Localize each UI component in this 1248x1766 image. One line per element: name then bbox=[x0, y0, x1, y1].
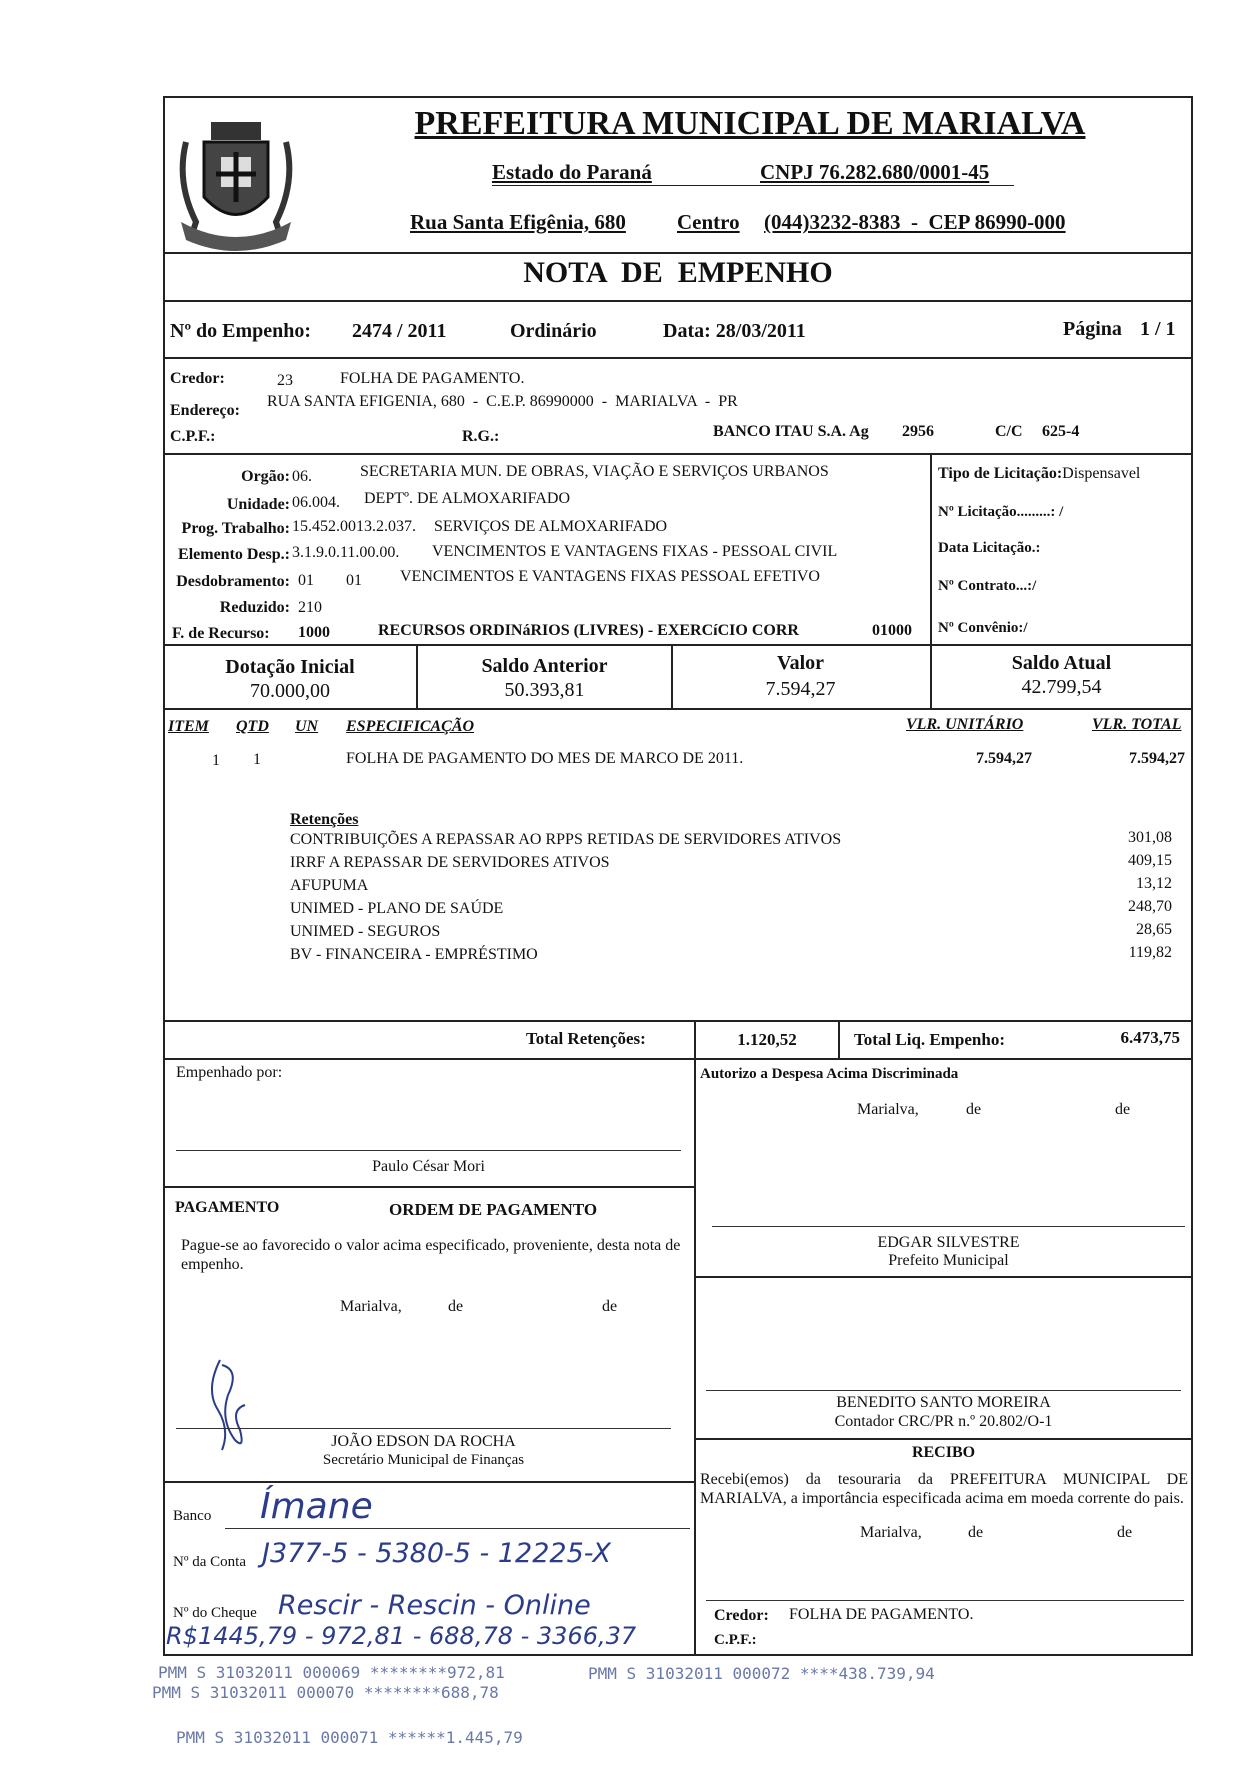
autorizo-title: Autorizo a Despesa Acima Discriminada bbox=[700, 1066, 959, 1082]
divider bbox=[163, 1481, 694, 1483]
empenhado-signer: Paulo César Mori bbox=[372, 1158, 485, 1175]
desd-value: VENCIMENTOS E VANTAGENS FIXAS PESSOAL EFETIVO bbox=[400, 568, 820, 585]
divider bbox=[163, 708, 1193, 710]
saldo-anterior-value: 50.393,81 bbox=[504, 679, 585, 701]
dotacao-value: 70.000,00 bbox=[250, 680, 330, 702]
divider bbox=[163, 453, 1193, 455]
desd-code2: 01 bbox=[346, 572, 362, 589]
signature-line bbox=[176, 1150, 681, 1151]
divider bbox=[694, 1276, 1193, 1278]
row-vlr-unit: 7.594,27 bbox=[976, 750, 1032, 767]
recibo-credor-value: FOLHA DE PAGAMENTO. bbox=[789, 1606, 974, 1623]
banco-value: Ímane bbox=[260, 1486, 373, 1527]
retencao-value-1: 301,08 bbox=[1128, 829, 1172, 846]
prefeito-name: EDGAR SILVESTRE bbox=[877, 1234, 1020, 1251]
header-district: Centro bbox=[677, 210, 740, 234]
endereco-label: Endereço: bbox=[170, 402, 240, 419]
licitacao-number: Nº Licitação.........: / bbox=[938, 504, 1064, 520]
divider bbox=[694, 1438, 1193, 1440]
field-line bbox=[225, 1528, 690, 1529]
retencao-label-4: UNIMED - PLANO DE SAÚDE bbox=[290, 900, 504, 917]
licitacao-date: Data Licitação.: bbox=[938, 540, 1041, 556]
doc-title: NOTA DE EMPENHO bbox=[523, 256, 833, 289]
signature-line bbox=[712, 1226, 1185, 1227]
empenho-label: Nº do Empenho: bbox=[170, 320, 312, 342]
total-retencoes-label: Total Retenções: bbox=[526, 1029, 646, 1048]
autorizo-de1: de bbox=[966, 1101, 982, 1118]
prog-code: 15.452.0013.2.037. bbox=[292, 518, 416, 535]
recibo-city: Marialva, bbox=[860, 1524, 922, 1541]
recibo-de1: de bbox=[968, 1524, 984, 1541]
empenho-number: 2474 / 2011 bbox=[352, 320, 447, 342]
elem-value: VENCIMENTOS E VANTAGENS FIXAS - PESSOAL CIVIL bbox=[432, 543, 838, 560]
header-phone-cep: (044)3232-8383 - CEP 86990-000 bbox=[764, 210, 1066, 234]
signature-line bbox=[706, 1600, 1184, 1601]
elem-label: Elemento Desp.: bbox=[178, 546, 290, 563]
divider bbox=[838, 1020, 840, 1058]
prog-value: SERVIÇOS DE ALMOXARIFADO bbox=[434, 518, 668, 535]
bank-agency: 2956 bbox=[902, 423, 934, 440]
recurso-label: F. de Recurso: bbox=[172, 625, 270, 642]
credor-name: FOLHA DE PAGAMENTO. bbox=[340, 370, 525, 387]
autorizo-de2: de bbox=[1115, 1101, 1131, 1118]
recurso-code2: 01000 bbox=[872, 622, 912, 639]
desd-code1: 01 bbox=[298, 572, 314, 589]
cc-label: C/C bbox=[995, 423, 1023, 440]
autorizo-city: Marialva, bbox=[857, 1101, 919, 1118]
retencao-label-3: AFUPUMA bbox=[290, 877, 369, 894]
pagamento-text: Pague-se ao favorecido o valor acima especificado, proveniente, desta nota de empenho. bbox=[181, 1237, 681, 1273]
recibo-title: RECIBO bbox=[911, 1444, 976, 1461]
desd-label: Desdobramento: bbox=[176, 573, 290, 590]
recurso-value: RECURSOS ORDINáRIOS (LIVRES) - EXERCíCIO CORR bbox=[378, 622, 799, 639]
rg-label: R.G.: bbox=[462, 428, 500, 445]
cc-value: 625-4 bbox=[1042, 423, 1080, 440]
recibo-de2: de bbox=[1117, 1524, 1133, 1541]
prog-label: Prog. Trabalho: bbox=[181, 520, 290, 537]
retencao-value-3: 13,12 bbox=[1136, 875, 1172, 892]
retencao-label-1: CONTRIBUIÇÕES A REPASSAR AO RPPS RETIDAS DE SERVIDORES ATIVOS bbox=[290, 831, 842, 848]
conta-value: J377-5 - 5380-5 - 12225-X bbox=[262, 1538, 612, 1569]
orgao-code: 06. bbox=[292, 468, 312, 485]
convenio-number: Nº Convênio:/ bbox=[938, 620, 1028, 636]
pagamento-city: Marialva, bbox=[340, 1298, 402, 1315]
recibo-credor-label: Credor: bbox=[714, 1607, 769, 1624]
unidade-code: 06.004. bbox=[292, 494, 340, 511]
tipo-licitacao-label: Tipo de Licitação:Dispensavel bbox=[938, 465, 1141, 482]
signature-line bbox=[706, 1390, 1181, 1391]
saldo-atual-label: Saldo Atual bbox=[1011, 652, 1112, 674]
divider bbox=[163, 1020, 1193, 1022]
divider bbox=[930, 453, 932, 644]
valor-label: Valor bbox=[776, 652, 825, 674]
retencao-value-5: 28,65 bbox=[1136, 921, 1172, 938]
pagamento-label: PAGAMENTO bbox=[175, 1199, 280, 1216]
valor-value: 7.594,27 bbox=[765, 678, 836, 700]
dotacao-label: Dotação Inicial bbox=[225, 656, 355, 678]
empenho-date: Data: 28/03/2011 bbox=[663, 320, 806, 342]
endereco-value: RUA SANTA EFIGENIA, 680 - C.E.P. 86990000 - MARIALVA - PR bbox=[267, 393, 738, 410]
total-liquido-value: 6.473,75 bbox=[1120, 1028, 1180, 1047]
secretario-role: Secretário Municipal de Finanças bbox=[322, 1452, 525, 1468]
secretario-name: JOÃO EDSON DA ROCHA bbox=[331, 1433, 516, 1450]
recurso-code: 1000 bbox=[298, 624, 330, 641]
signature-line bbox=[176, 1428, 671, 1429]
divider bbox=[163, 1058, 1193, 1060]
retencao-value-6: 119,82 bbox=[1128, 944, 1172, 961]
header-cnpj: CNPJ 76.282.680/0001-45 bbox=[760, 160, 990, 184]
cheque-amounts: R$1445,79 - 972,81 - 688,78 - 3366,37 bbox=[166, 1622, 637, 1650]
bank-name: BANCO ITAU S.A. Ag bbox=[713, 423, 869, 440]
coat-of-arms bbox=[166, 102, 306, 252]
stamp-072: PMM S 31032011 000072 ****438.739,94 bbox=[588, 1664, 935, 1683]
stamp-070: PMM S 31032011 000070 ********688,78 bbox=[152, 1683, 499, 1702]
contador-role: Contador CRC/PR n.º 20.802/O-1 bbox=[834, 1413, 1053, 1430]
divider bbox=[163, 644, 1193, 646]
retencao-value-4: 248,70 bbox=[1128, 898, 1172, 915]
divider bbox=[163, 252, 1193, 254]
reduzido-label: Reduzido: bbox=[219, 599, 290, 616]
orgao-label: Orgão: bbox=[241, 468, 290, 485]
recibo-cpf-label: C.P.F.: bbox=[714, 1632, 757, 1648]
row-spec: FOLHA DE PAGAMENTO DO MES DE MARCO DE 2011. bbox=[346, 750, 744, 767]
header-address: Rua Santa Efigênia, 680 bbox=[410, 210, 626, 234]
pagamento-de1: de bbox=[448, 1298, 464, 1315]
orgao-value: SECRETARIA MUN. DE OBRAS, VIAÇÃO E SERVIÇOS URBANOS bbox=[360, 463, 829, 480]
retencao-value-2: 409,15 bbox=[1128, 852, 1172, 869]
conta-label: Nº da Conta bbox=[173, 1554, 246, 1570]
col-qtd: QTD bbox=[236, 718, 269, 735]
recibo-text: Recebi(emos) da tesouraria da PREFEITURA MUNICIPAL DE MARIALVA, a importância especificada acima em moeda corrente do pais. bbox=[700, 1471, 1188, 1507]
col-vlr-unit: VLR. UNITÁRIO bbox=[906, 716, 1024, 733]
row-item: 1 bbox=[212, 752, 220, 769]
divider bbox=[163, 357, 1193, 359]
unidade-value: DEPTº. DE ALMOXARIFADO bbox=[364, 490, 570, 507]
total-liquido-label: Total Liq. Empenho: bbox=[854, 1030, 1005, 1049]
stamp-071: PMM S 31032011 000071 ******1.445,79 bbox=[176, 1728, 523, 1747]
empenho-type: Ordinário bbox=[510, 320, 597, 342]
saldo-atual-value: 42.799,54 bbox=[1021, 676, 1102, 698]
stamp-069: PMM S 31032011 000069 ********972,81 bbox=[158, 1663, 505, 1682]
cheque-label: Nº do Cheque bbox=[173, 1605, 257, 1621]
empenhado-label: Empenhado por: bbox=[176, 1064, 283, 1081]
col-vlr-total: VLR. TOTAL bbox=[1092, 716, 1182, 733]
reduzido-value: 210 bbox=[298, 599, 322, 616]
divider bbox=[163, 1186, 694, 1188]
cpf-label: C.P.F.: bbox=[170, 428, 216, 445]
row-qtd: 1 bbox=[253, 751, 261, 768]
contrato-number: Nº Contrato...:/ bbox=[938, 578, 1037, 594]
total-retencoes-value: 1.120,52 bbox=[737, 1030, 797, 1049]
divider bbox=[694, 1058, 696, 1656]
page-label: Página bbox=[1063, 318, 1122, 340]
underline bbox=[492, 185, 1014, 186]
elem-code: 3.1.9.0.11.00.00. bbox=[292, 544, 400, 561]
contador-name: BENEDITO SANTO MOREIRA bbox=[836, 1394, 1051, 1411]
retencao-label-2: IRRF A REPASSAR DE SERVIDORES ATIVOS bbox=[290, 854, 610, 871]
unidade-label: Unidade: bbox=[226, 496, 290, 513]
col-un: UN bbox=[295, 718, 319, 735]
header-title: PREFEITURA MUNICIPAL DE MARIALVA bbox=[414, 105, 1086, 142]
tipo-licitacao-value: Dispensavel bbox=[1062, 465, 1141, 482]
page-number: 1 / 1 bbox=[1140, 318, 1176, 340]
retencoes-title: Retenções bbox=[290, 811, 359, 828]
ordem-pagamento-title: ORDEM DE PAGAMENTO bbox=[389, 1200, 598, 1219]
saldo-anterior-label: Saldo Anterior bbox=[481, 655, 608, 677]
row-vlr-total: 7.594,27 bbox=[1129, 750, 1185, 767]
col-item: ITEM bbox=[168, 718, 209, 735]
banco-label: Banco bbox=[173, 1508, 212, 1524]
header-state: Estado do Paraná bbox=[492, 160, 652, 184]
divider bbox=[163, 300, 1193, 302]
credor-label: Credor: bbox=[170, 370, 225, 387]
retencao-label-6: BV - FINANCEIRA - EMPRÉSTIMO bbox=[290, 946, 538, 963]
prefeito-role: Prefeito Municipal bbox=[888, 1252, 1009, 1269]
cheque-value: Rescir - Rescin - Online bbox=[278, 1590, 591, 1621]
credor-code: 23 bbox=[277, 372, 293, 389]
col-spec: ESPECIFICAÇÃO bbox=[346, 718, 475, 735]
pagamento-de2: de bbox=[602, 1298, 618, 1315]
retencao-label-5: UNIMED - SEGUROS bbox=[290, 923, 441, 940]
